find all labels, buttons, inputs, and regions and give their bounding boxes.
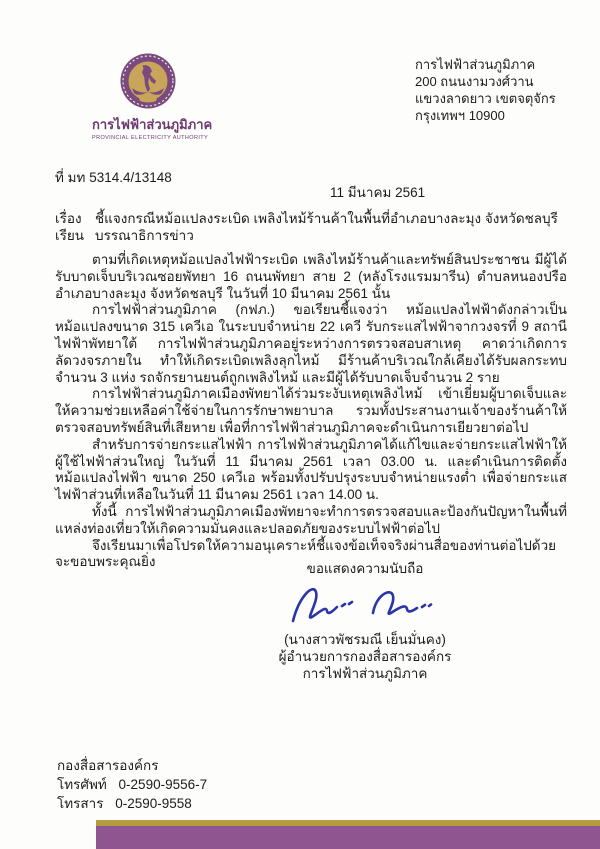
sender-address-block bbox=[415, 56, 556, 124]
body-paragraph: สำหรับการจ่ายกระแสไฟฟ้า การไฟฟ้าส่วนภูมิภาคได้แก้ไขและจ่ายกระแสไฟฟ้าให้ผู้ใช้ไฟฟ้าส่วนใหญ่ ในวันที่ 11 มีนาคม 2561 เวลา 03.00 น. และดำเนินการติดตั้งหม้อแปลงไฟฟ้า ขนาด 250 เควีเอ พร้อมทั้งปรับปรุงระบบจำหน่ายแรงต่ำ เพื่อจ่ายกระแสไฟฟ้าส่วนที่เหลือในวันที่ 11 มีนาคม 2561 เวลา 14.00 น. bbox=[55, 436, 567, 503]
address-line: 200 ถนนงามวงศ์วาน bbox=[415, 74, 534, 89]
signer-title: ผู้อำนวยการกองสื่อสารองค์กร bbox=[278, 649, 452, 664]
subject-row bbox=[55, 210, 567, 227]
logo-org-name-thai: การไฟฟ้าส่วนภูมิภาค bbox=[92, 117, 213, 132]
body-paragraph: ทั้งนี้ การไฟฟ้าส่วนภูมิภาคเมืองพัทยาจะทำการตรวจสอบและป้องกันปัญหาในพื้นที่แหล่งท่องเที่ยวให้เกิดความมั่นคงและปลอดภัยของระบบไฟฟ้าต่อไป bbox=[55, 503, 567, 536]
signer-org: การไฟฟ้าส่วนภูมิภาค bbox=[302, 666, 428, 681]
address-line: กรุงเทพฯ 10900 bbox=[415, 108, 505, 123]
letter-body bbox=[55, 252, 567, 571]
phone-label: โทรศัพท์ bbox=[57, 777, 107, 792]
body-paragraph: ตามที่เกิดเหตุหม้อแปลงไฟฟ้าระเบิด เพลิงไหม้ร้านค้าและทรัพย์สินประชาชน มีผู้ได้รับบาดเจ็บบริเวณซอยพัทยา 16 ถนนพัทยา สาย 2 (หลังโรงแรมมารีน) ตำบลหนองปรือ อำเภอบางละมุง จังหวัดชลบุรี ในวันที่ 10 มีนาคม 2561 นั้น bbox=[55, 252, 567, 301]
letter-date: 11 มีนาคม 2561 bbox=[330, 185, 426, 200]
bottom-decorative-band bbox=[96, 820, 600, 849]
fax-number: 0-2590-9558 bbox=[115, 796, 192, 811]
band-purple-stripe bbox=[96, 826, 600, 849]
signature-icon bbox=[285, 579, 445, 631]
subject-label: เรื่อง bbox=[55, 211, 82, 226]
fax-label: โทรสาร bbox=[57, 796, 104, 811]
phone-number: 0-2590-9556-7 bbox=[118, 777, 208, 792]
footer-department: กองสื่อสารองค์กร bbox=[57, 758, 159, 773]
recipient-text: บรรณาธิการข่าว bbox=[95, 228, 194, 243]
closing-block bbox=[230, 560, 500, 682]
reference-number: ที่ มท 5314.4/13148 bbox=[55, 170, 172, 185]
letterhead-logo-block bbox=[92, 52, 213, 141]
signer-name: (นางสาวพัชรมณี เย็นมั่นคง) bbox=[284, 632, 446, 647]
subject-block bbox=[55, 210, 567, 244]
body-paragraph: การไฟฟ้าส่วนภูมิภาค (กฟภ.) ขอเรียนชี้แจงว่า หม้อแปลงไฟฟ้าดังกล่าวเป็นหม้อแปลงขนาด 315 เควีเอ ในระบบจำหน่าย 22 เควี รับกระแสไฟฟ้าจากวงจรที่ 9 สถานีไฟฟ้าพัทยาใต้ การไฟฟ้าส่วนภูมิภาคอยู่ระหว่างการตรวจสอบสาเหตุ คาดว่าเกิดการลัดวงจรภายใน ทำให้เกิดระเบิดเพลิงลุกไหม้ มีร้านค้าบริเวณใกล้เคียงได้รับผลกระทบจำนวน 3 แห่ง รถจักรยานยนต์ถูกเพลิงไหม้ และมีผู้ได้รับบาดเจ็บจำนวน 2 ราย bbox=[55, 302, 567, 385]
footer-fax-row bbox=[57, 794, 207, 813]
footer-contact-block bbox=[57, 756, 207, 813]
recipient-label: เรียน bbox=[55, 228, 85, 243]
closing-salutation: ขอแสดงความนับถือ bbox=[306, 561, 424, 576]
address-line: การไฟฟ้าส่วนภูมิภาค bbox=[415, 57, 536, 72]
recipient-row bbox=[55, 227, 567, 244]
subject-text: ชี้แจงกรณีหม้อแปลงระเบิด เพลิงไหม้ร้านค้าในพื้นที่อำเภอบางละมุง จังหวัดชลบุรี bbox=[95, 211, 558, 226]
pea-seal-icon bbox=[119, 52, 177, 110]
footer-phone-row bbox=[57, 775, 207, 794]
logo-org-name-english: PROVINCIAL ELECTRICITY AUTHORITY bbox=[92, 135, 209, 141]
body-paragraph: จึงเรียนมาเพื่อโปรดให้ความอนุเคราะห์ชี้แจงข้อเท็จจริงผ่านสื่อของท่านต่อไปด้วย จะขอบพระคุณยิ่ง bbox=[55, 537, 557, 570]
address-line: แขวงลาดยาว เขตจตุจักร bbox=[415, 91, 556, 106]
body-paragraph: การไฟฟ้าส่วนภูมิภาคเมืองพัทยาได้ร่วมระงับเหตุเพลิงไหม้ เข้าเยี่ยมผู้บาดเจ็บและให้ความช่วยเหลือค่าใช้จ่ายในการรักษาพยาบาล รวมทั้งประสานงานเจ้าของร้านค้าให้ตรวจสอบทรัพย์สินที่เสียหาย เพื่อที่การไฟฟ้าส่วนภูมิภาคจะดำเนินการเยียวยาต่อไป bbox=[55, 386, 567, 435]
